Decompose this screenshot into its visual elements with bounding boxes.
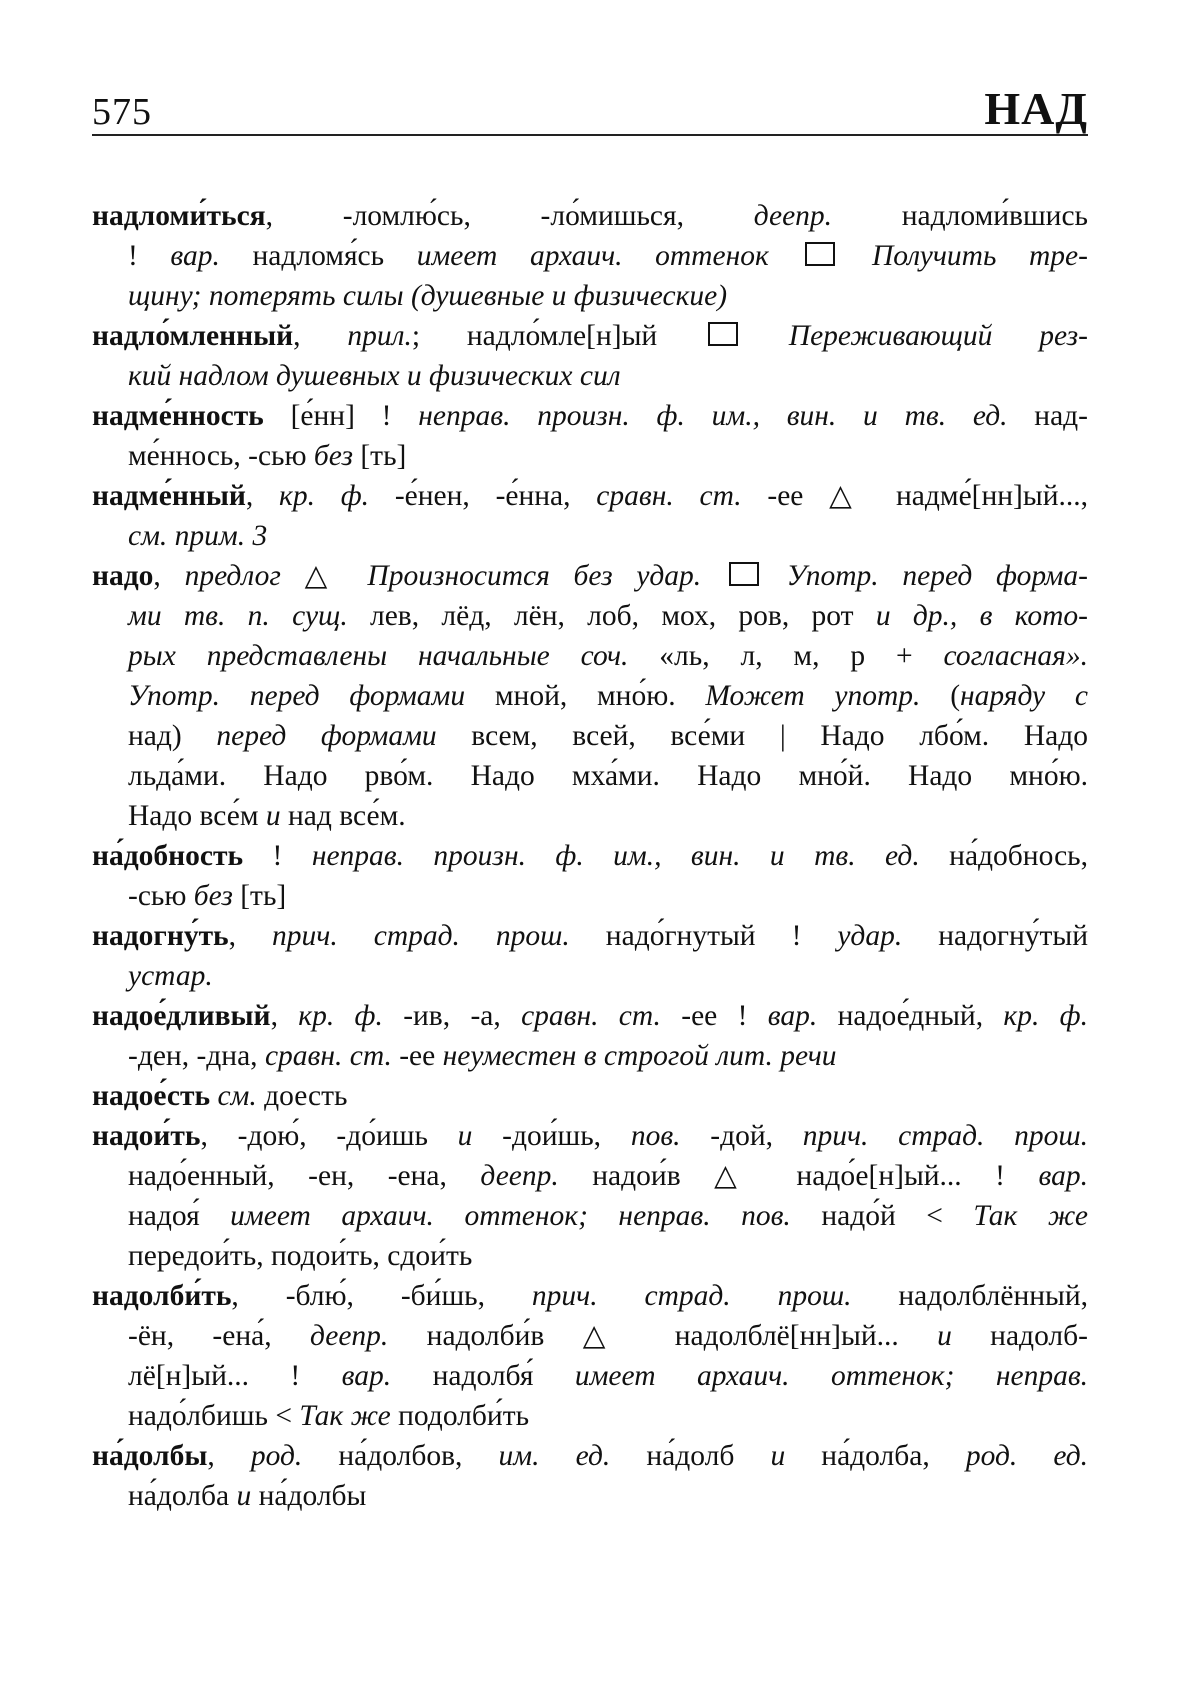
italic-note: Употр. перед форма- [762,560,1088,592]
italic-note: имеет архаич. оттенок [416,240,802,272]
entry-line [92,836,1088,876]
italic-note: деепр. [753,200,833,232]
italic-note: Употр. перед формами [128,680,466,712]
dictionary-entry [92,396,1088,476]
italic-note: Так же [299,1400,391,1432]
italic-note: имеет архаич. оттенок; неправ. пов. [230,1200,791,1232]
entry-text: льда́ми. Надо рво́м. Надо мха́ми. Надо мно́й. Надо мно́ю. [128,760,1088,792]
entry-text: надо́лбишь < [128,1400,300,1432]
italic-note: деепр. [309,1320,389,1352]
entry-text: , -блю́, -би́шь, [231,1280,532,1312]
entry-line [92,1356,1088,1396]
entry-text: -ее △ надме́[нн]ый..., [741,480,1088,512]
entry-text: ] [396,440,407,472]
entry-line [92,516,1088,556]
headword: надломи́ться [92,200,266,232]
italic-note: см. [217,1080,257,1112]
italic-note: см. прим. 3 [128,520,268,552]
italic-note: прич. страд. прош. [802,1120,1088,1152]
entry-line [92,1076,1088,1116]
entry-text: на́добнось, [919,840,1088,872]
italic-note: и [265,800,281,832]
entry-text: -ден, -дна, [128,1040,265,1072]
entry-text: -ён, -ена́, [128,1320,310,1352]
entry-line [92,596,1088,636]
entry-text: , [293,320,348,352]
entry-text: «ль, л, м, р + [628,640,944,672]
entry-text: ь [383,440,397,472]
entry-line [92,1476,1088,1516]
headword: надое́сть [92,1080,211,1112]
entry-text: передои́ть, подои́ть, сдои́ть [128,1240,473,1272]
italic-note: и др., в кото- [875,600,1088,632]
italic-note: деепр. [480,1160,559,1192]
entry-text: надолби́в △ надолблё[нн]ый... [388,1320,938,1352]
entry-line [92,236,1088,276]
italic-note: наряду с [960,680,1088,712]
entry-text: надо́енный, -ен, -ена, [128,1160,481,1192]
italic-note: удар. [837,920,903,952]
entry-line [92,1236,1088,1276]
italic-note: вар. [1038,1160,1088,1192]
italic-note: кр. ф. [298,1000,383,1032]
entry-line [92,1036,1088,1076]
italic-note: род. [250,1440,303,1472]
entry-text: надломи́вшись [832,200,1088,232]
dictionary-entry [92,1116,1088,1276]
dictionary-entry [92,1076,1088,1116]
italic-note: вар. [341,1360,392,1392]
italic-note: неправ. произн. ф. им., вин. и тв. ед. [311,840,920,872]
italic-note: устар. [128,960,213,992]
entry-line [92,276,1088,316]
headword: надло́мленный [92,320,294,352]
italic-note: прил. [347,320,412,352]
dictionary-entry [92,196,1088,316]
italic-note: им. ед. [498,1440,611,1472]
entry-text: над- [1007,400,1088,432]
italic-note: Получить тре- [839,240,1088,272]
headword: на́долбы [92,1440,208,1472]
entry-text: -ее [391,1040,443,1072]
italic-note: ми тв. п. сущ. [128,600,348,632]
entry-text: доесть [256,1080,348,1112]
entry-line [92,356,1088,396]
entry-text: надолбя́ [391,1360,575,1392]
header-rule [92,134,1088,136]
headword: надогну́ть [92,920,229,952]
entry-text: [т [352,440,384,472]
entry-text: ( [920,680,961,712]
running-head: НАД [984,83,1088,134]
italic-note: пов. [630,1120,681,1152]
dictionary-entry [92,916,1088,996]
italic-note: сравн. ст. [521,1000,661,1032]
entry-line [92,396,1088,436]
definition-box-icon [805,242,835,266]
dictionary-entry [92,316,1088,396]
entry-line [92,436,1088,476]
entry-line [92,916,1088,956]
entry-line [92,1116,1088,1156]
entry-line [92,316,1088,356]
entry-text: , -ломлю́сь, -ло́мишься, [265,200,754,232]
entry-text: -ив, -а, [382,1000,522,1032]
entry-line [92,1276,1088,1316]
entry-line [92,1196,1088,1236]
entry-text: на́долб [610,1440,771,1472]
italic-note: Переживающий рез- [741,320,1088,352]
entry-text: [е́нн] ! [263,400,419,432]
italic-note: сравн. ст. [264,1040,392,1072]
entry-text: ] [276,880,287,912]
italic-note: согласная». [943,640,1088,672]
entry-line [92,476,1088,516]
italic-note: прич. страд. прош. [531,1280,852,1312]
italic-note: и [457,1120,473,1152]
italic-note: без [193,880,233,912]
entry-line [92,876,1088,916]
entry-text: надо́й < [790,1200,974,1232]
entry-line [92,716,1088,756]
entry-text: на́долбы [251,1480,367,1512]
entry-text: -дой, [680,1120,803,1152]
page-number: 575 [92,91,152,133]
entry-line [92,636,1088,676]
entry-text: , [153,560,185,592]
entry-text: ; надло́мле[н]ый [411,320,704,352]
entry-text: ! [243,840,312,872]
dictionary-entries [92,196,1088,1516]
entry-text: Надо все́м [128,800,266,832]
entry-text: [т [232,880,263,912]
italic-note: вар. [767,1000,818,1032]
italic-note: и [770,1440,786,1472]
entry-line [92,1396,1088,1436]
entry-text: надои́в △ надо́е[н]ый... ! [558,1160,1039,1192]
italic-note: перед формами [216,720,437,752]
italic-note: неуместен в строгой лит. речи [442,1040,837,1072]
italic-note: кий надлом душевных и физических сил [128,360,621,392]
italic-note: прич. страд. прош. [272,920,570,952]
entry-text: ь [262,880,277,912]
italic-note: без [313,440,353,472]
italic-note: и [236,1480,252,1512]
entry-line [92,1436,1088,1476]
entry-text: , [245,480,280,512]
italic-note: неправ. произн. ф. им., вин. и тв. ед. [418,400,1008,432]
headword: надме́нный [92,480,246,512]
dictionary-entry [92,836,1088,916]
entry-text: подолби́ть [390,1400,530,1432]
italic-note: имеет архаич. оттенок; неправ. [574,1360,1088,1392]
entry-text: над все́м. [280,800,406,832]
entry-text: , [228,920,273,952]
headword: надо [92,560,154,592]
entry-text: надое́дный, [817,1000,1004,1032]
entry-text: , -дою́, -до́ишь [200,1120,458,1152]
dictionary-entry [92,556,1088,836]
entry-line [92,796,1088,836]
entry-text: всем, всей, все́ми | Надо лбо́м. Надо [436,720,1088,752]
dictionary-entry [92,996,1088,1076]
entry-text: надломя́сь [219,240,417,272]
italic-note: предлог △ Произносится без удар. [184,560,725,592]
entry-text: лев, лёд, лён, лоб, мох, ров, рот [347,600,876,632]
entry-text: , [207,1440,251,1472]
entry-text: над) [128,720,217,752]
headword: надои́ть [92,1120,201,1152]
entry-text: надоя́ [128,1200,231,1232]
entry-text: надолб- [951,1320,1088,1352]
entry-text: надогну́тый [902,920,1088,952]
italic-note: рых представлены начальные соч. [128,640,629,672]
entry-text: надолблённый, [851,1280,1088,1312]
entry-text: -е́нен, -е́нна, [369,480,597,512]
entry-text: -сью [128,880,194,912]
entry-line [92,556,1088,596]
dictionary-entry [92,476,1088,556]
entry-text: -ее ! [660,1000,768,1032]
entry-text: лё[н]ый... ! [128,1360,342,1392]
entry-line [92,956,1088,996]
entry-text: ! [128,240,171,272]
entry-line [92,1316,1088,1356]
entry-line [92,1156,1088,1196]
dictionary-entry [92,1276,1088,1436]
italic-note: род. ед. [965,1440,1088,1472]
entry-text: мной, мно́ю. [465,680,706,712]
dictionary-entry [92,1436,1088,1516]
entry-text: ме́ннось, -сью [128,440,314,472]
italic-note: кр. ф. [279,480,370,512]
italic-note: и [937,1320,952,1352]
italic-note: кр. ф. [1003,1000,1088,1032]
italic-note: щину; потерять силы (душевные и физические) [128,280,728,312]
italic-note: Так же [973,1200,1088,1232]
italic-note: вар. [170,240,220,272]
headword: на́добность [92,840,244,872]
definition-box-icon [729,562,759,586]
entry-line [92,196,1088,236]
entry-text: -дои́шь, [472,1120,631,1152]
entry-text: на́долбов, [302,1440,499,1472]
italic-note: сравн. ст. [596,480,742,512]
definition-box-icon [708,322,738,346]
page-header [92,78,1088,138]
entry-text: , [270,1000,299,1032]
entry-text: на́долба, [785,1440,966,1472]
italic-note: Может употр. [705,680,921,712]
entry-line [92,756,1088,796]
entry-text: надо́гнутый ! [569,920,838,952]
headword: надое́дливый [92,1000,271,1032]
entry-text: на́долба [128,1480,237,1512]
entry-line [92,676,1088,716]
headword: надме́нность [92,400,264,432]
entry-line [92,996,1088,1036]
headword: надолби́ть [92,1280,232,1312]
